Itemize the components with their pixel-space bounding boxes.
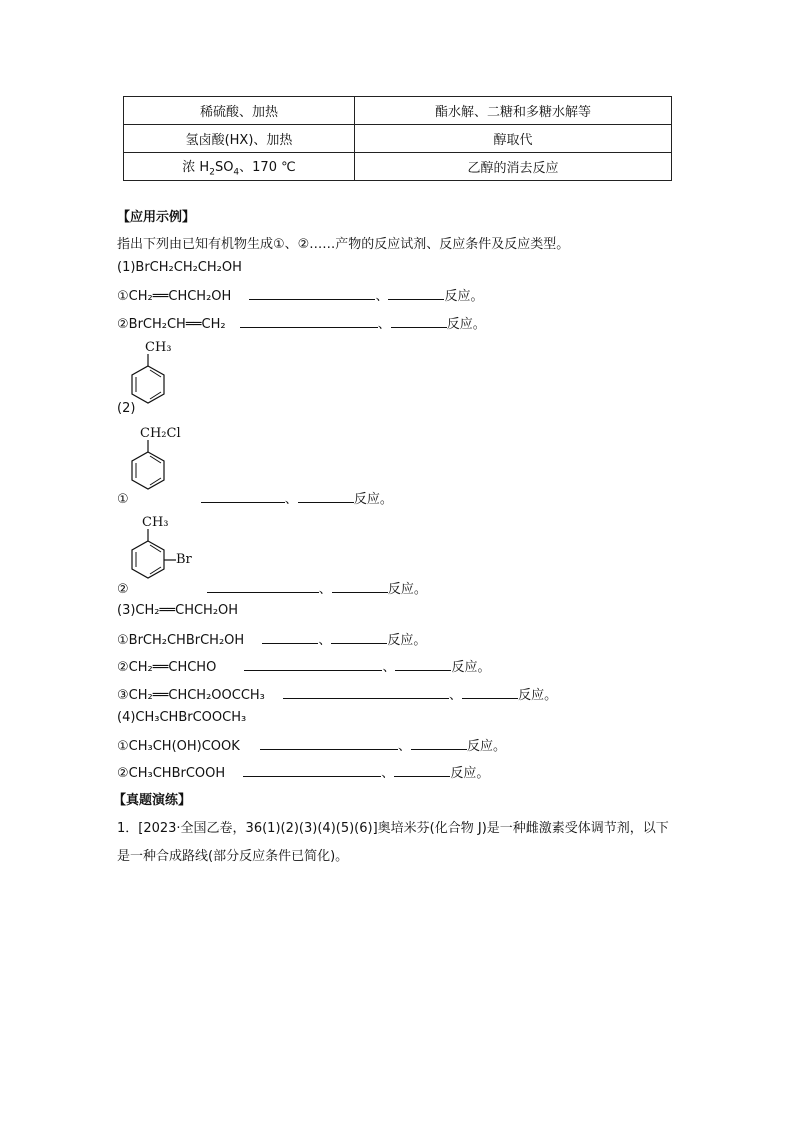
answer-blank[interactable] — [395, 658, 451, 671]
q2-label: (2) — [117, 401, 136, 416]
bromotoluene-ch3-label: CH₃ — [142, 515, 169, 530]
table-row — [124, 153, 672, 181]
subscript: 2 — [209, 167, 215, 178]
answer-blank[interactable] — [207, 580, 319, 593]
reaction-suffix: 反应。 — [446, 317, 486, 332]
answer-blank[interactable] — [388, 287, 444, 300]
conditions-table — [123, 96, 672, 181]
table-cell: 酯水解、二糖和多糖水解等 — [355, 97, 672, 125]
section-heading: 【真题演练】 — [113, 793, 192, 808]
answer-blank[interactable] — [394, 764, 450, 777]
subscript: 4 — [233, 167, 240, 178]
table-cell: 稀硫酸、加热 — [124, 97, 355, 125]
answer-blank[interactable] — [244, 658, 382, 671]
q3-b-line — [117, 656, 490, 675]
reaction-suffix: 反应。 — [518, 688, 558, 703]
answer-blank[interactable] — [283, 686, 449, 699]
answer-blank[interactable] — [262, 631, 318, 644]
q4-b-product: ②CH₃CHBrCOOH — [117, 766, 226, 781]
cell-text: 、170 ℃ — [239, 159, 296, 175]
q4-b-line — [117, 762, 489, 781]
q4-a-product: ①CH₃CH(OH)COOK — [117, 739, 240, 754]
q2-b-num: ② — [117, 582, 129, 597]
q3-a-line — [117, 629, 426, 648]
answer-blank[interactable] — [249, 287, 375, 300]
table-cell: 醇取代 — [355, 125, 672, 153]
answer-blank[interactable] — [298, 490, 354, 503]
separator: 、 — [377, 317, 391, 332]
q4-title: (4)CH₃CHBrCOOCH₃ — [117, 710, 247, 725]
q3-c-line — [117, 684, 557, 703]
bromo-label: Br — [176, 552, 192, 567]
q1-b-product: ②BrCH₂CH══CH₂ — [117, 317, 226, 332]
separator: 、 — [397, 739, 411, 754]
q3-c-product: ③CH₂══CHCH₂OOCCH₃ — [117, 688, 265, 703]
separator: 、 — [284, 492, 298, 507]
q1-title: (1)BrCH₂CH₂CH₂OH — [117, 260, 242, 275]
separator: 、 — [449, 688, 463, 703]
answer-blank[interactable] — [331, 631, 387, 644]
q3-title: (3)CH₂══CHCH₂OH — [117, 603, 239, 618]
table-row — [124, 97, 672, 125]
answer-blank[interactable] — [243, 764, 381, 777]
q1-a-product: ①CH₂══CHCH₂OH — [117, 289, 232, 304]
reaction-suffix: 反应。 — [466, 739, 506, 754]
toluene-ch3-label: CH₃ — [145, 340, 172, 355]
separator: 、 — [382, 660, 396, 675]
table-cell — [124, 153, 355, 181]
cell-text: SO — [214, 159, 234, 175]
reaction-suffix: 反应。 — [450, 766, 490, 781]
reaction-suffix: 反应。 — [444, 289, 484, 304]
q2-a-line — [117, 488, 393, 507]
separator: 、 — [318, 633, 332, 648]
q2-a-num: ① — [117, 492, 129, 507]
intro-text: 指出下列由已知有机物生成①、②……产物的反应试剂、反应条件及反应类型。 — [117, 237, 570, 252]
reaction-suffix: 反应。 — [451, 660, 491, 675]
reaction-suffix: 反应。 — [387, 582, 427, 597]
separator: 、 — [381, 766, 395, 781]
answer-blank[interactable] — [332, 580, 388, 593]
q4-a-line — [117, 735, 506, 754]
section-heading: 【应用示例】 — [117, 210, 196, 225]
table-cell: 氢卤酸(HX)、加热 — [124, 125, 355, 153]
practice-question-line2: 是一种合成路线(部分反应条件已简化)。 — [117, 849, 349, 864]
separator: 、 — [318, 582, 332, 597]
q3-a-product: ①BrCH₂CHBrCH₂OH — [117, 633, 245, 648]
answer-blank[interactable] — [240, 315, 378, 328]
reaction-suffix: 反应。 — [387, 633, 427, 648]
table-cell: 乙醇的消去反应 — [355, 153, 672, 181]
reaction-suffix: 反应。 — [353, 492, 393, 507]
answer-blank[interactable] — [260, 737, 398, 750]
answer-blank[interactable] — [462, 686, 518, 699]
practice-question-line1: 1．[2023·全国乙卷，36(1)(2)(3)(4)(5)(6)]奥培米芬(化合物 J)是一种雌激素受体调节剂，以下 — [117, 821, 669, 836]
q2-b-line — [117, 578, 427, 597]
q1-b-line — [117, 313, 486, 332]
q1-a-line — [117, 285, 483, 304]
answer-blank[interactable] — [411, 737, 467, 750]
benzyl-chloride-label: CH₂Cl — [140, 426, 181, 441]
answer-blank[interactable] — [391, 315, 447, 328]
answer-blank[interactable] — [201, 490, 285, 503]
cell-text: 浓 H — [182, 159, 210, 175]
q3-b-product: ②CH₂══CHCHO — [117, 660, 217, 675]
table-row — [124, 125, 672, 153]
separator: 、 — [375, 289, 389, 304]
